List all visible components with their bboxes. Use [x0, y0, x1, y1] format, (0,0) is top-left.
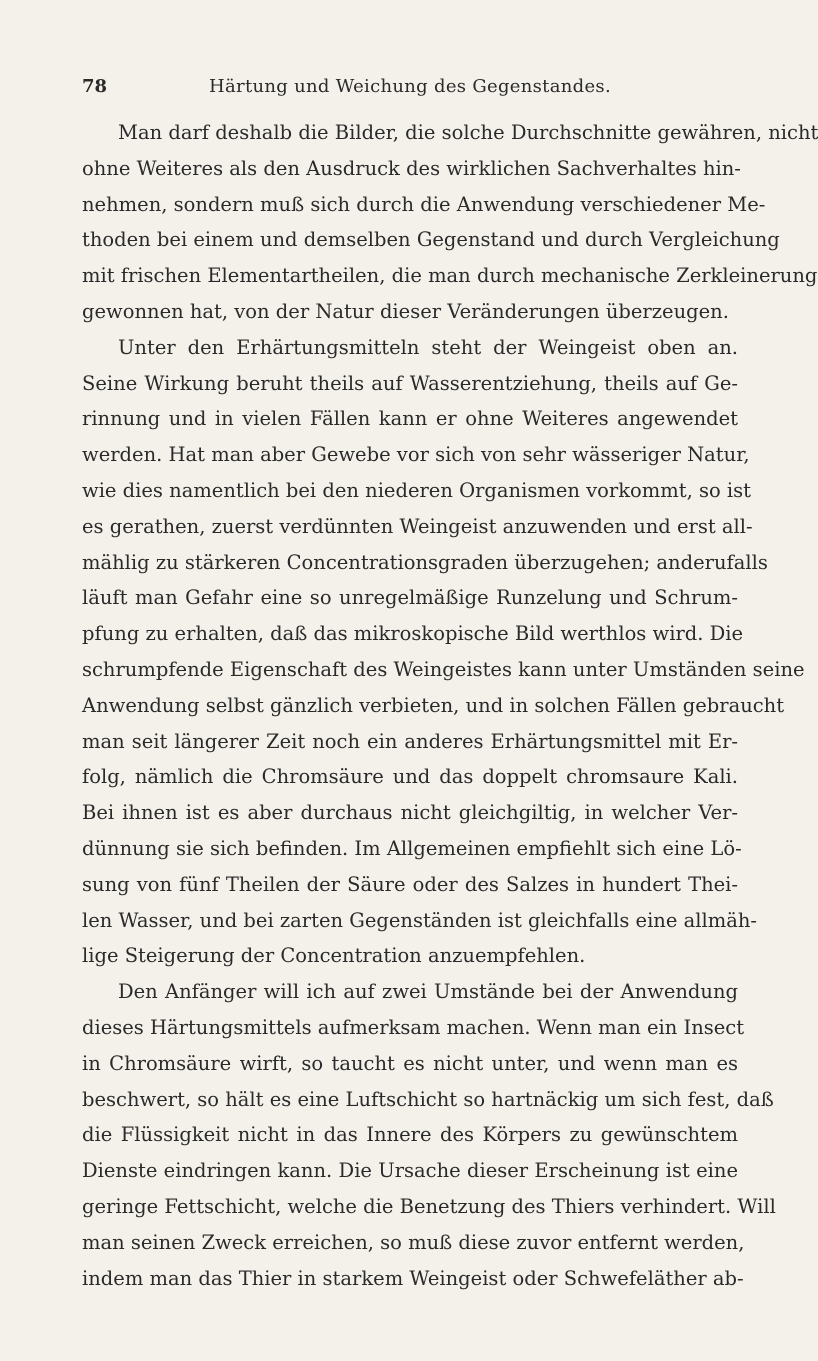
- text-line: folg, nämlich die Chromsäure und das doppelt chromsaure Kali.: [82, 765, 738, 789]
- text-line: thoden bei einem und demselben Gegenstand und durch Vergleichung: [82, 228, 780, 252]
- text-line: man seinen Zweck erreichen, so muß diese zuvor entfernt werden,: [82, 1230, 745, 1254]
- text-line: Man darf deshalb die Bilder, die solche Durchschnitte gewähren, nicht: [118, 121, 818, 144]
- text-line: wie dies namentlich bei den niederen Organismen vorkommt, so ist: [82, 478, 751, 502]
- running-head: [82, 76, 738, 104]
- text-line: in Chromsäure wirft, so taucht es nicht unter, und wenn man es: [82, 1051, 738, 1075]
- text-line: nehmen, sondern muß sich durch die Anwendung verschiedener Me-: [82, 192, 766, 216]
- text-line: man seit längerer Zeit noch ein anderes Erhärtungsmittel mit Er-: [82, 729, 738, 753]
- text-line: mählig zu stärkeren Concentrationsgraden überzugehen; anderufalls: [82, 550, 768, 574]
- text-line: die Flüssigkeit nicht in das Innere des Körpers zu gewünschtem: [82, 1123, 738, 1147]
- text-line: gewonnen hat, von der Natur dieser Veränderungen überzeugen.: [82, 299, 729, 323]
- text-line: Dienste eindringen kann. Die Ursache dieser Erscheinung ist eine: [82, 1159, 738, 1183]
- text-line: Seine Wirkung beruht theils auf Wasserentziehung, theils auf Ge-: [82, 371, 738, 395]
- text-line: dieses Härtungsmittels aufmerksam machen. Wenn man ein Insect: [82, 1015, 745, 1039]
- text-line: lige Steigerung der Concentration anzuempfehlen.: [82, 944, 586, 968]
- text-line: mit frischen Elementartheilen, die man durch mechanische Zerkleinerung: [82, 264, 818, 288]
- text-line: schrumpfende Eigenschaft des Weingeistes kann unter Umständen seine: [82, 657, 805, 681]
- text-line: geringe Fettschicht, welche die Benetzung des Thiers verhindert. Will: [82, 1194, 776, 1218]
- text-line: Bei ihnen ist es aber durchaus nicht gleichgiltig, in welcher Ver-: [82, 801, 738, 825]
- body-text: [82, 115, 818, 1296]
- text-line: Den Anfänger will ich auf zwei Umstände bei der Anwendung: [118, 980, 738, 1004]
- text-line: sung von fünf Theilen der Säure oder des Salzes in hundert Thei-: [82, 872, 738, 896]
- text-line: dünnung sie sich befinden. Im Allgemeinen empfiehlt sich eine Lö-: [82, 836, 742, 860]
- text-line: len Wasser, und bei zarten Gegenständen ist gleichfalls eine allmäh-: [82, 908, 757, 932]
- text-line: pfung zu erhalten, daß das mikroskopische Bild werthlos wird. Die: [82, 622, 744, 646]
- text-line: Anwendung selbst gänzlich verbieten, und in solchen Fällen gebraucht: [82, 693, 785, 717]
- text-line: werden. Hat man aber Gewebe vor sich von sehr wässeriger Natur,: [82, 443, 750, 467]
- page-number: 78: [82, 76, 108, 97]
- text-line: indem man das Thier in starkem Weingeist oder Schwefeläther ab-: [82, 1266, 744, 1290]
- running-title: Härtung und Weichung des Gegenstandes.: [209, 76, 611, 97]
- text-line: ohne Weiteres als den Ausdruck des wirklichen Sachverhaltes hin-: [82, 156, 741, 180]
- text-line: beschwert, so hält es eine Luftschicht so hartnäckig um sich fest, daß: [82, 1087, 774, 1111]
- text-line: läuft man Gefahr eine so unregelmäßige Runzelung und Schrum-: [82, 586, 738, 610]
- text-line: rinnung und in vielen Fällen kann er ohne Weiteres angewendet: [82, 407, 738, 431]
- text-line: Unter den Erhärtungsmitteln steht der Weingeist oben an.: [118, 335, 738, 359]
- text-line: es gerathen, zuerst verdünnten Weingeist anzuwenden und erst all-: [82, 514, 753, 538]
